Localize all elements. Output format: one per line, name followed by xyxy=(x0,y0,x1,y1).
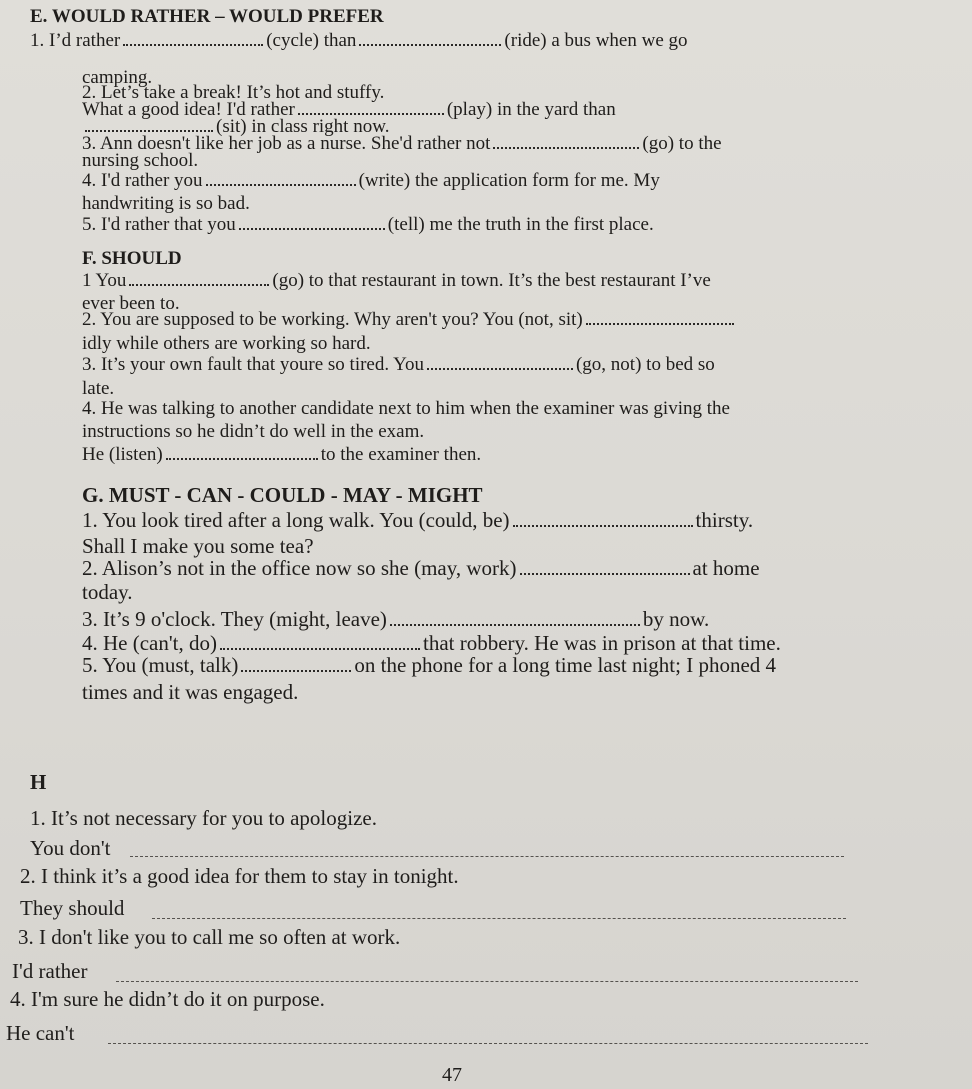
e1-line1 xyxy=(30,30,688,52)
e2-line1: 2. Let’s take a break! It’s hot and stuffy. xyxy=(82,82,385,103)
g5-start: 5. You (must, talk) xyxy=(82,653,239,677)
g2-cont: today. xyxy=(82,580,133,604)
g5-blank-1[interactable] xyxy=(241,664,351,672)
h2-prompt: They should xyxy=(20,896,125,920)
g5-cue1: on the phone for a long time last night; I phoned 4 xyxy=(354,653,777,677)
h3-sentence: 3. I don't like you to call me so often at work. xyxy=(18,925,401,949)
g2-cue1: at home xyxy=(692,556,760,580)
g2-start: 2. Alison’s not in the office now so she (may, work) xyxy=(82,556,517,580)
f2-line1 xyxy=(82,309,737,331)
f1-cue1: (go) to that restaurant in town. It’s the best restaurant I’ve xyxy=(272,270,711,291)
f4-line1: 4. He was talking to another candidate next to him when the examiner was giving the xyxy=(82,398,730,419)
g4-blank-1[interactable] xyxy=(220,642,420,650)
h4-sentence: 4. I'm sure he didn’t do it on purpose. xyxy=(10,987,325,1011)
g1-cont: Shall I make you some tea? xyxy=(82,534,314,558)
f1-blank-1[interactable] xyxy=(129,278,269,286)
g1-line1 xyxy=(82,508,753,532)
h1-prompt: You don't xyxy=(30,836,111,860)
section-e-heading: E. WOULD RATHER – WOULD PREFER xyxy=(30,6,384,27)
e3-start: 3. Ann doesn't like her job as a nurse. She'd rather not xyxy=(82,133,491,154)
e2-cue2: (sit) in class right now. xyxy=(216,116,390,137)
g3-cue1: by now. xyxy=(642,607,710,631)
f3-cue1: (go, not) to bed so xyxy=(575,354,715,375)
e3-blank-1[interactable] xyxy=(493,141,639,149)
f3-line1 xyxy=(82,354,715,376)
e4-blank-1[interactable] xyxy=(206,178,356,186)
e5-cue1: (tell) me the truth in the first place. xyxy=(387,214,654,235)
h3-answer-line[interactable] xyxy=(116,981,858,982)
e2-cue1: (play) in the yard than xyxy=(446,99,616,120)
e4-cue1: (write) the application form for me. My xyxy=(358,170,660,191)
g5-cont: times and it was engaged. xyxy=(82,680,299,704)
section-f-heading: F. SHOULD xyxy=(82,248,182,269)
g1-start: 1. You look tired after a long walk. You (could, be) xyxy=(82,508,510,532)
h1-sentence: 1. It’s not necessary for you to apologize. xyxy=(30,806,377,830)
e5-line1 xyxy=(82,214,654,236)
h3-prompt: I'd rather xyxy=(12,959,88,983)
section-g-heading: G. MUST - CAN - COULD - MAY - MIGHT xyxy=(82,483,483,507)
h4-prompt: He can't xyxy=(6,1021,75,1045)
e5-start: 5. I'd rather that you xyxy=(82,214,236,235)
f3-cont: late. xyxy=(82,378,115,399)
e2-line2a: What a good idea! I'd rather xyxy=(82,99,295,120)
h1-answer-line[interactable] xyxy=(130,856,844,857)
g4-cue1: that robbery. He was in prison at that time. xyxy=(422,631,781,655)
h4-answer-line[interactable] xyxy=(108,1043,868,1044)
f4-line3 xyxy=(82,444,481,466)
e3-cue1: (go) to the xyxy=(642,133,722,154)
e5-blank-1[interactable] xyxy=(239,222,385,230)
e3-cont: nursing school. xyxy=(82,150,199,171)
f2-cont: idly while others are working so hard. xyxy=(82,333,371,354)
e2-blank-1[interactable] xyxy=(298,107,444,115)
e1-start: 1. I’d rather xyxy=(30,30,121,51)
g3-start: 3. It’s 9 o'clock. They (might, leave) xyxy=(82,607,387,631)
g2-line1 xyxy=(82,556,760,580)
g4-line1 xyxy=(82,631,781,655)
g5-line1 xyxy=(82,653,776,677)
e1-blank-1[interactable] xyxy=(123,38,263,46)
f1-cont: ever been to. xyxy=(82,293,180,314)
e4-line1 xyxy=(82,170,660,192)
g2-blank-1[interactable] xyxy=(520,567,690,575)
e1-cue2: (ride) a bus when we go xyxy=(504,30,688,51)
f2-start: 2. You are supposed to be working. Why aren't you? You (not, sit) xyxy=(82,309,583,330)
h2-sentence: 2. I think it’s a good idea for them to stay in tonight. xyxy=(20,864,459,888)
g4-start: 4. He (can't, do) xyxy=(82,631,217,655)
e1-blank-2[interactable] xyxy=(359,38,501,46)
h2-answer-line[interactable] xyxy=(152,918,846,919)
g3-blank-1[interactable] xyxy=(390,618,640,626)
g3-line1 xyxy=(82,607,709,631)
e4-cont: handwriting is so bad. xyxy=(82,193,250,214)
e4-start: 4. I'd rather you xyxy=(82,170,203,191)
e2-blank-2[interactable] xyxy=(85,124,213,132)
f1-line1 xyxy=(82,270,711,292)
f4-prompt: He (listen) xyxy=(82,444,163,465)
g1-blank-1[interactable] xyxy=(513,519,693,527)
f1-start: 1 You xyxy=(82,270,127,291)
g1-cue1: thirsty. xyxy=(695,508,754,532)
e1-cont: camping. xyxy=(82,67,153,88)
f3-blank-1[interactable] xyxy=(427,362,573,370)
page-number: 47 xyxy=(442,1064,462,1086)
f4-line2: instructions so he didn’t do well in the exam. xyxy=(82,421,425,442)
e1-cue1: (cycle) than xyxy=(266,30,357,51)
section-h-heading: H xyxy=(30,770,47,794)
f2-blank-1[interactable] xyxy=(586,317,734,325)
f4-cue1: to the examiner then. xyxy=(320,444,482,465)
f3-start: 3. It’s your own fault that youre so tired. You xyxy=(82,354,424,375)
f4-blank-1[interactable] xyxy=(166,452,318,460)
